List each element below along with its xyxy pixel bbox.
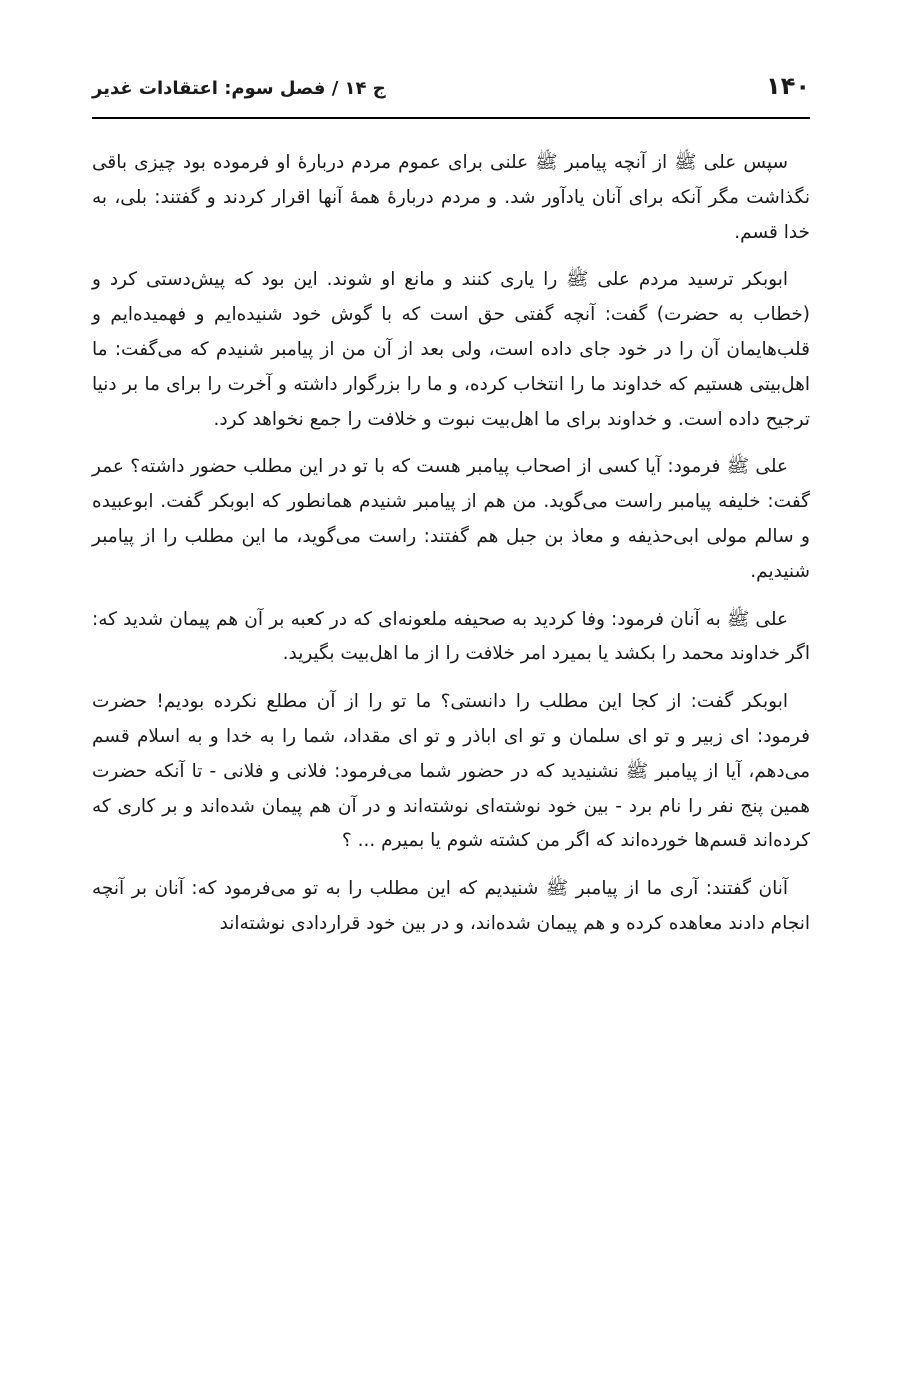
paragraph-3: علی ﷺ فرمود: آیا کسی از اصحاب پیامبر هست که با تو در این مطلب حضور داشته؟ عمر گفت: خلیفه پیامبر راست می‌گوید. من هم از پیامبر شنیدم همانطور که ابوبکر گفت. ابوعبیده و سالم مولی ابی‌حذیفه و معاذ بن جبل هم گفتند: راست می‌گوید، ما این مطلب را از پیامبر شنیدیم. xyxy=(92,456,810,582)
paragraph-1: سپس علی ﷺ از آنچه پیامبر ﷺ علنی برای عموم مردم دربارهٔ او فرموده بود چیزی باقی نگذاشت مگر آنکه برای آنان یادآور شد. و مردم دربارهٔ همهٔ آنها اقرار کردند و گفتند: بلی، به خدا قسم. xyxy=(92,152,810,243)
page-header xyxy=(92,62,810,116)
paragraph-5: ابوبکر گفت: از کجا این مطلب را دانستی؟ ما تو را از آن مطلع نکرده بودیم! حضرت فرمود: ای زبیر و تو ای سلمان و تو ای اباذر و تو ای مقداد، شما را به خدا و به اسلام قسم می‌دهم، آیا از پیامبر ﷺ نشنیدید که در حضور شما می‌فرمود: فلانی و فلانی - تا آنکه حضرت همین پنج نفر را نام برد - بین خود نوشته‌ای نوشته‌اند و در آن هم پیمان شده‌اند و بر کاری که کرده‌اند قسم‌ها خورده‌اند که اگر من کشته شوم یا بمیرم ... ؟ xyxy=(92,691,810,852)
paragraph-2: ابوبکر ترسید مردم علی ﷺ را یاری کنند و مانع او شوند. این بود که پیش‌دستی کرد و (خطاب به حضرت) گفت: آنچه گفتی حق است که با گوش خود شنیده‌ایم و فهمیده‌ایم و قلب‌هایمان آن را در خود جای داده است، ولی بعد از آن من از پیامبر شنیدم که می‌گفت: ما اهل‌بیتی هستیم که خداوند ما را انتخاب کرده، و ما را بزرگوار داشته و آخرت را برای ما بر دنیا ترجیح داده است. و خداوند برای ما اهل‌بیت نبوت و خلافت را جمع نخواهد کرد. xyxy=(92,269,810,430)
running-head: ج ۱۴ / فصل سوم: اعتقادات غدیر xyxy=(92,78,386,99)
body-text xyxy=(92,146,810,942)
paragraph-6: آنان گفتند: آری ما از پیامبر ﷺ شنیدیم که این مطلب را به تو می‌فرمود که: آنان بر آنچه انجام دادند معاهده کرده و هم پیمان شده‌اند، و در بین خود قراردادی نوشته‌اند xyxy=(92,878,810,934)
paragraph-4: علی ﷺ به آنان فرمود: وفا کردید به صحیفه ملعونه‌ای که در کعبه بر آن هم پیمان شدید که: اگر خداوند محمد را بکشد یا بمیرد امر خلافت را از ما اهل‌بیت بگیرید. xyxy=(92,608,810,665)
page-number: ۱۴۰ xyxy=(766,72,810,100)
header-rule xyxy=(92,117,810,119)
